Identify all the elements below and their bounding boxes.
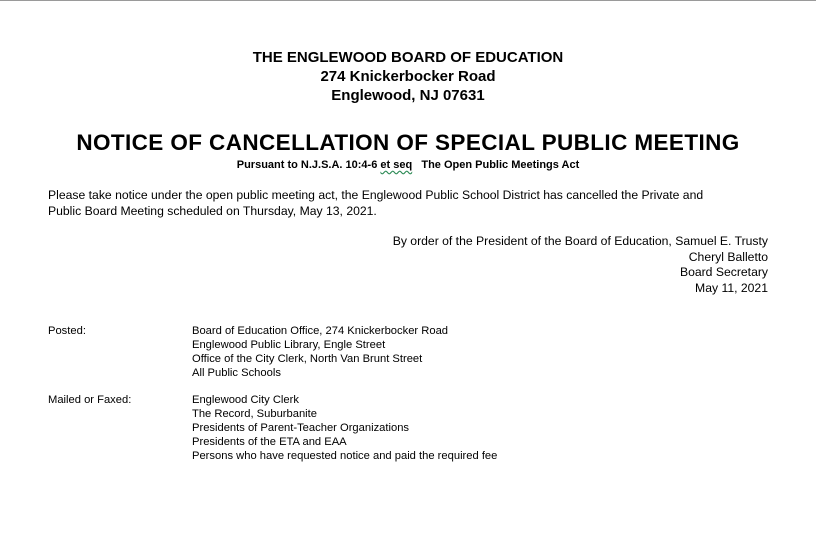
organization-city: Englewood, NJ 07631 xyxy=(331,87,485,104)
posted-item: Board of Education Office, 274 Knickerbocker Road xyxy=(192,325,449,337)
mailed-item: Persons who have requested notice and paid the required fee xyxy=(192,450,498,462)
subtitle-et-seq: et seq xyxy=(380,159,413,171)
notice-body xyxy=(48,187,770,219)
notice-subtitle xyxy=(0,158,816,172)
posted-item: Office of the City Clerk, North Van Brunt Street xyxy=(192,353,423,365)
letterhead xyxy=(0,48,816,105)
signature-role: Board Secretary xyxy=(679,265,768,279)
notice-body-line-1: Please take notice under the open public meeting act, the Englewood Public School District has cancelled the Private and xyxy=(48,188,704,202)
signature-name: Cheryl Balletto xyxy=(688,249,768,264)
subtitle-statute: Pursuant to N.J.S.A. 10:4-6 xyxy=(236,159,378,171)
posted-item: All Public Schools xyxy=(192,367,281,379)
mailed-list xyxy=(192,393,497,463)
posted-list xyxy=(192,324,448,380)
signature-block xyxy=(393,234,768,296)
subtitle-act-name: The Open Public Meetings Act xyxy=(421,159,580,171)
signature-date: May 11, 2021 xyxy=(695,280,768,295)
mailed-item: The Record, Suburbanite xyxy=(192,408,318,420)
organization-name: THE ENGLEWOOD BOARD OF EDUCATION xyxy=(252,49,564,66)
mailed-item: Presidents of the ETA and EAA xyxy=(192,436,347,448)
mailed-item: Presidents of Parent-Teacher Organizations xyxy=(192,422,410,434)
posted-label: Posted: xyxy=(48,325,86,337)
posted-item: Englewood Public Library, Engle Street xyxy=(192,339,386,351)
signature-order-line: By order of the President of the Board of Education, Samuel E. Trusty xyxy=(392,234,768,248)
notice-title: NOTICE OF CANCELLATION OF SPECIAL PUBLIC MEETING xyxy=(76,130,740,155)
notice-body-line-2: Public Board Meeting scheduled on Thursday, May 13, 2021. xyxy=(48,204,377,218)
organization-street: 274 Knickerbocker Road xyxy=(320,68,496,85)
mailed-item: Englewood City Clerk xyxy=(192,394,299,406)
mailed-label: Mailed or Faxed: xyxy=(48,394,132,406)
